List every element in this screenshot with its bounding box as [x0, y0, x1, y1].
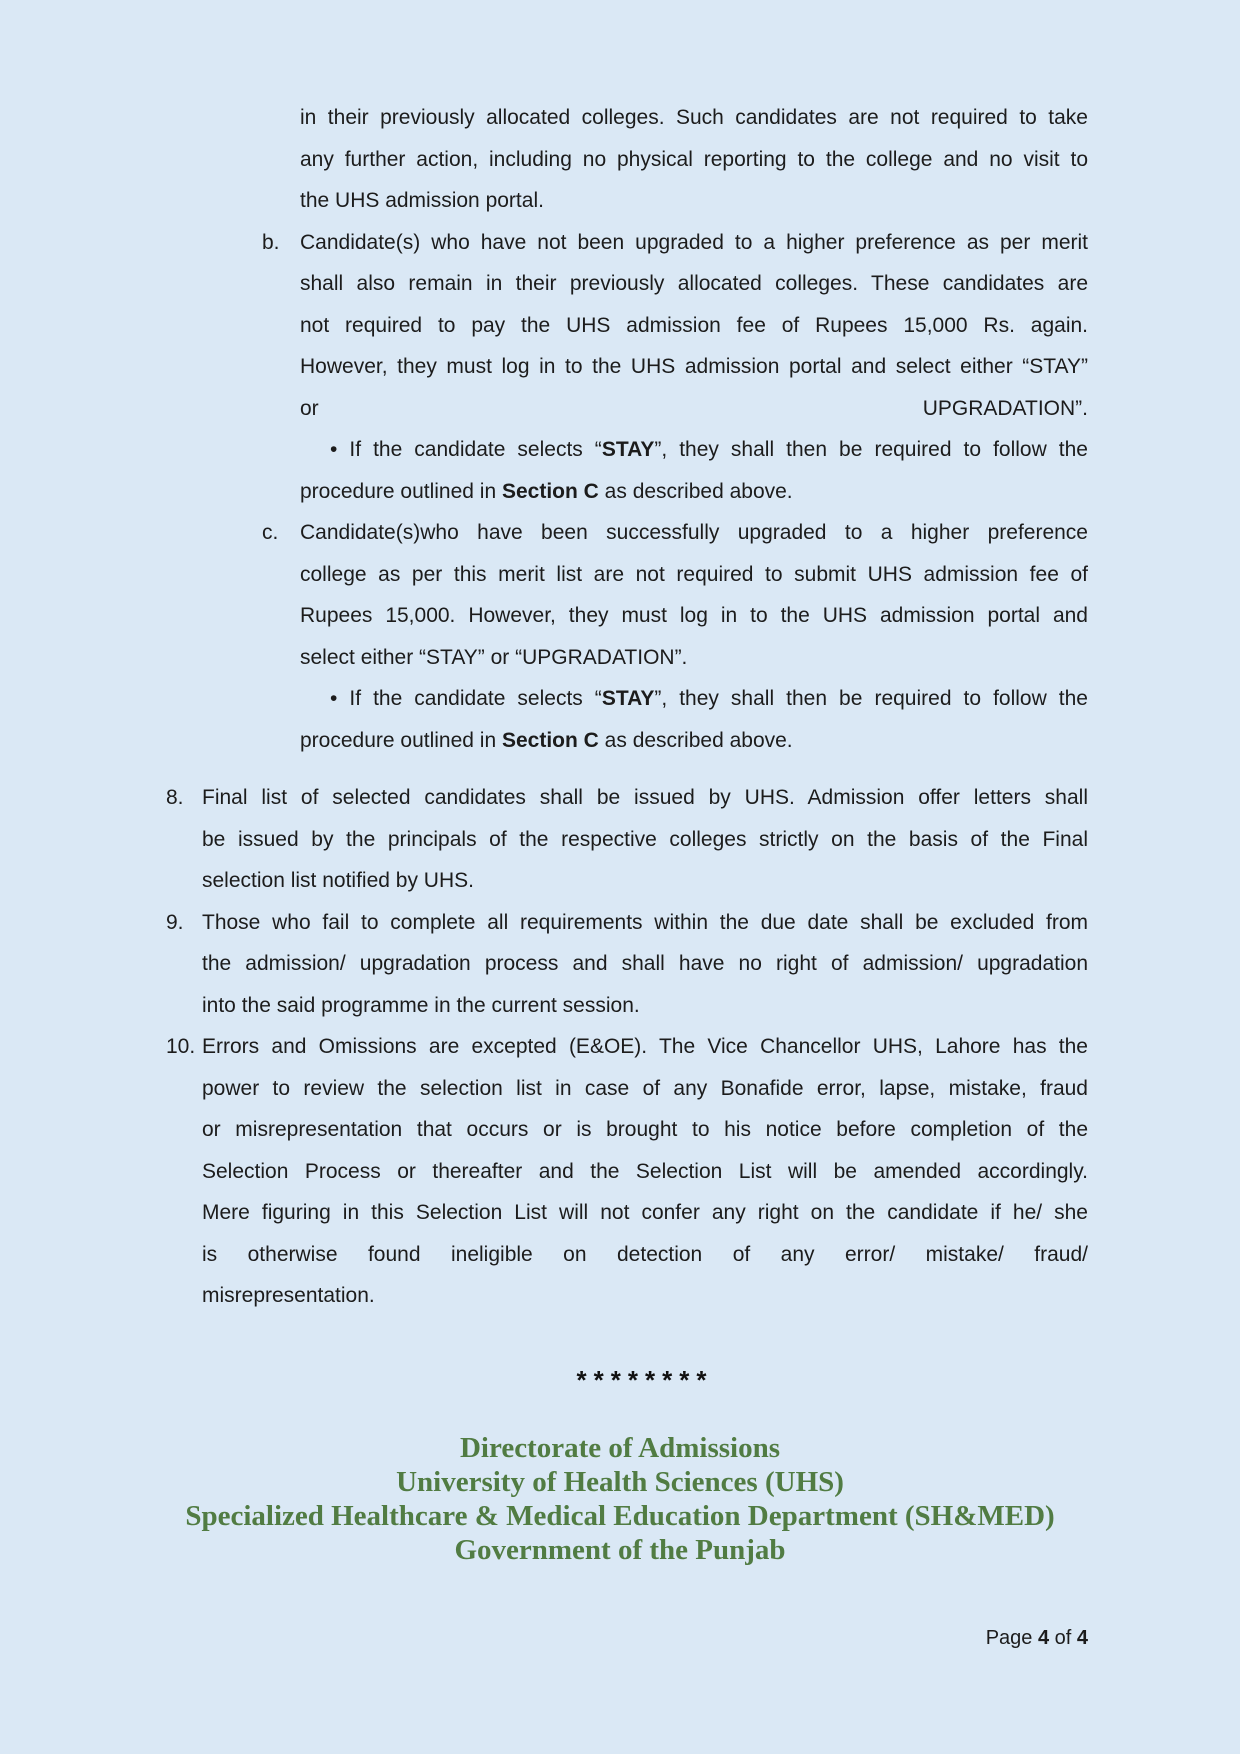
numbered-item	[166, 1026, 1088, 1317]
text-line: Final list of selected candidates shall be issued by UHS. Admission offer letters shall	[202, 786, 1088, 809]
list-label: 10.	[166, 1035, 196, 1058]
letter-item	[262, 512, 1088, 678]
signature-line: Government of the Punjab	[454, 1533, 786, 1566]
bullet-item	[300, 429, 1088, 512]
text-line: the admission/ upgradation process and shall have no right of admission/ upgradation	[202, 952, 1088, 975]
text-line: Rupees 15,000. However, they must log in to the UHS admission portal and	[300, 604, 1088, 627]
text-line: Mere figuring in this Selection List will not confer any right on the candidate if he/ she	[202, 1201, 1088, 1224]
numbered-item	[166, 777, 1088, 902]
text-line: select either “STAY” or “UPGRADATION”.	[300, 645, 688, 669]
text-line: procedure outlined in Section C as described above.	[300, 728, 793, 752]
text-line: in their previously allocated colleges. Such candidates are not required to take	[300, 106, 1088, 129]
list-label: 9.	[166, 910, 184, 934]
text-line: power to review the selection list in case of any Bonafide error, lapse, mistake, fraud	[202, 1076, 1088, 1100]
text-line: shall also remain in their previously allocated colleges. These candidates are	[300, 272, 1088, 295]
text-line: selection list notified by UHS.	[202, 869, 474, 892]
text-line: college as per this merit list are not required to submit UHS admission fee of	[300, 562, 1088, 586]
text-line: is otherwise found ineligible on detection of any error/ mistake/ fraud/	[202, 1242, 1088, 1266]
text-line: Candidate(s) who have not been upgraded to a higher preference as per merit	[300, 230, 1088, 254]
page-number: Page 4 of 4	[985, 1627, 1088, 1649]
list-label: c.	[262, 521, 279, 544]
text-line: Errors and Omissions are excepted (E&OE). The Vice Chancellor UHS, Lahore has the	[202, 1035, 1088, 1058]
text-line: misrepresentation.	[202, 1284, 375, 1307]
text-line: However, they must log in to the UHS admission portal and select either “STAY”	[300, 355, 1088, 378]
document-body	[0, 97, 1240, 1567]
list-label: 8.	[166, 786, 184, 809]
text-line: or UPGRADATION”.	[300, 396, 1088, 420]
asterisk-separator: ********	[576, 1364, 714, 1395]
signature-line: Specialized Healthcare & Medical Education Department (SH&MED)	[185, 1499, 1055, 1532]
text-line: Those who fail to complete all requirements within the due date shall be excluded from	[202, 910, 1088, 934]
text-line: be issued by the principals of the respective colleges strictly on the basis of the Final	[202, 827, 1088, 851]
text-line: procedure outlined in Section C as described above.	[300, 479, 793, 503]
text-line: • If the candidate selects “STAY”, they shall then be required to follow the	[330, 438, 1088, 461]
text-line: into the said programme in the current session.	[202, 993, 640, 1017]
text-line: • If the candidate selects “STAY”, they shall then be required to follow the	[330, 687, 1088, 710]
paragraph	[300, 97, 1088, 222]
numbered-item	[166, 902, 1088, 1027]
bullet-item	[300, 678, 1088, 761]
text-line: Selection Process or thereafter and the Selection List will be amended accordingly.	[202, 1159, 1088, 1183]
signature-line: Directorate of Admissions	[459, 1431, 781, 1464]
text-line: any further action, including no physical reporting to the college and no visit to	[300, 147, 1088, 171]
text-line: not required to pay the UHS admission fee of Rupees 15,000 Rs. again.	[300, 313, 1088, 337]
text-line: Candidate(s)who have been successfully upgraded to a higher preference	[300, 521, 1088, 544]
signature-block	[0, 1431, 1240, 1567]
text-line: the UHS admission portal.	[300, 189, 544, 212]
document-blocks	[0, 97, 1240, 1317]
text-line: or misrepresentation that occurs or is brought to his notice before completion of the	[202, 1118, 1088, 1141]
letter-item	[262, 222, 1088, 430]
signature-line: University of Health Sciences (UHS)	[396, 1465, 844, 1498]
list-label: b.	[262, 230, 280, 254]
